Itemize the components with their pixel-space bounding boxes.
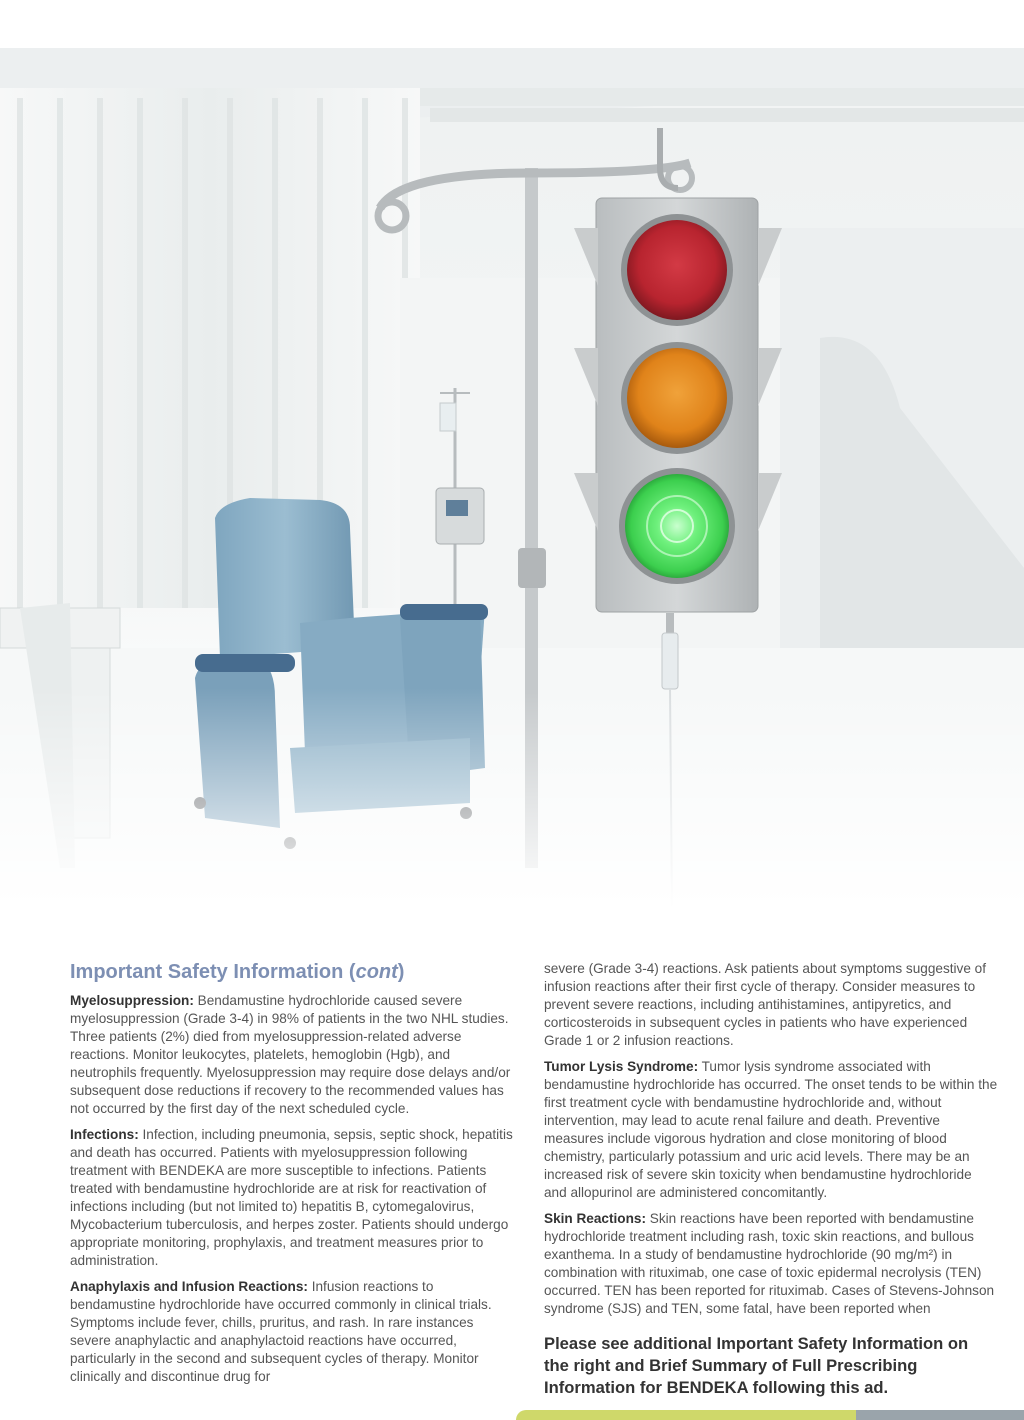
bottom-bar-green xyxy=(516,1410,856,1420)
isi-right-column xyxy=(544,960,998,1326)
bottom-bar-gray xyxy=(856,1410,1024,1420)
bottom-color-bar xyxy=(516,1410,1024,1420)
anaphylaxis-continued-paragraph: severe (Grade 3-4) reactions. Ask patients about symptoms suggestive of infusion reactions after their first cycle of therapy. Consider measures to prevent severe reactions, including antihistamines, antipyretics, and corticosteroids in subsequent cycles in patients who have experienced Grade 1 or 2 infusion reactions. xyxy=(544,961,987,1048)
myelosuppression-paragraph: Myelosuppression: Bendamustine hydrochloride caused severe myelosuppression (Grade 3-4) in 98% of patients in the two NHL studies. Three patients (2%) died from myelosuppression-related adverse reactions. Monitor leukocytes, platelets, hemoglobin (Hgb), and neutrophils frequently. Myelosuppression may require dose delays and/or subsequent dose reductions if recovery to the recommended values has not occurred by the first day of the next scheduled cycle. xyxy=(70,993,511,1116)
traffic-light-icon xyxy=(574,198,782,612)
red-light-icon xyxy=(627,220,727,320)
anaphylaxis-paragraph: Anaphylaxis and Infusion Reactions: Infusion reactions to bendamustine hydrochloride have occurred commonly in clinical trials. Symptoms include fever, chills, pruritus, and rash. In rare instances severe anaphylactic and anaphylactoid reactions have occurred, particularly in the second and subsequent cycles of therapy. Monitor clinically and discontinue drug for xyxy=(70,1279,492,1384)
skin-reactions-paragraph: Skin Reactions: Skin reactions have been reported with bendamustine hydrochloride treatment including rash, toxic skin reactions, and bullous exanthema. In a study of bendamustine hydrochloride (90 mg/m²) in combination with rituximab, one case of toxic epidermal necrolysis (TEN) occurred. TEN has been reported for rituximab. Cases of Stevens-Johnson syndrome (SJS) and TEN, some fatal, have been reported when xyxy=(544,1211,995,1316)
isi-left-column xyxy=(70,958,518,1394)
hero-photo xyxy=(0,48,1024,908)
isi-title: Important Safety Information (cont) xyxy=(70,961,405,983)
tumor-lysis-paragraph: Tumor Lysis Syndrome: Tumor lysis syndrome associated with bendamustine hydrochloride has occurred. The onset tends to be within the first treatment cycle with bendamustine hydrochloride and, without intervention, may lead to acute renal failure and death. Preventive measures include vigorous hydration and close monitoring of blood chemistry, particularly potassium and uric acid levels. There may be an increased risk of severe skin toxicity when bendamustine hydrochloride and allopurinol are administered concomitantly. xyxy=(544,1059,998,1200)
amber-light-icon xyxy=(627,348,727,448)
infusion-room-illustration xyxy=(0,48,1024,908)
prescribing-info-callout: Please see additional Important Safety Information on the right and Brief Summary of Full Prescribing Information for BENDEKA following this ad. xyxy=(544,1334,969,1397)
infections-paragraph: Infections: Infection, including pneumonia, sepsis, septic shock, hepatitis and death has occurred. Patients with myelosuppression following treatment with BENDEKA are more susceptible to infections. Patients treated with bendamustine hydrochloride are at risk for reactivation of infections including (but not limited to) hepatitis B, cytomegalovirus, Mycobacterium tuberculosis, and herpes zoster. Patients should undergo appropriate monitoring, prophylaxis, and treatment measures prior to administration. xyxy=(70,1127,513,1268)
green-light-icon xyxy=(625,474,729,578)
